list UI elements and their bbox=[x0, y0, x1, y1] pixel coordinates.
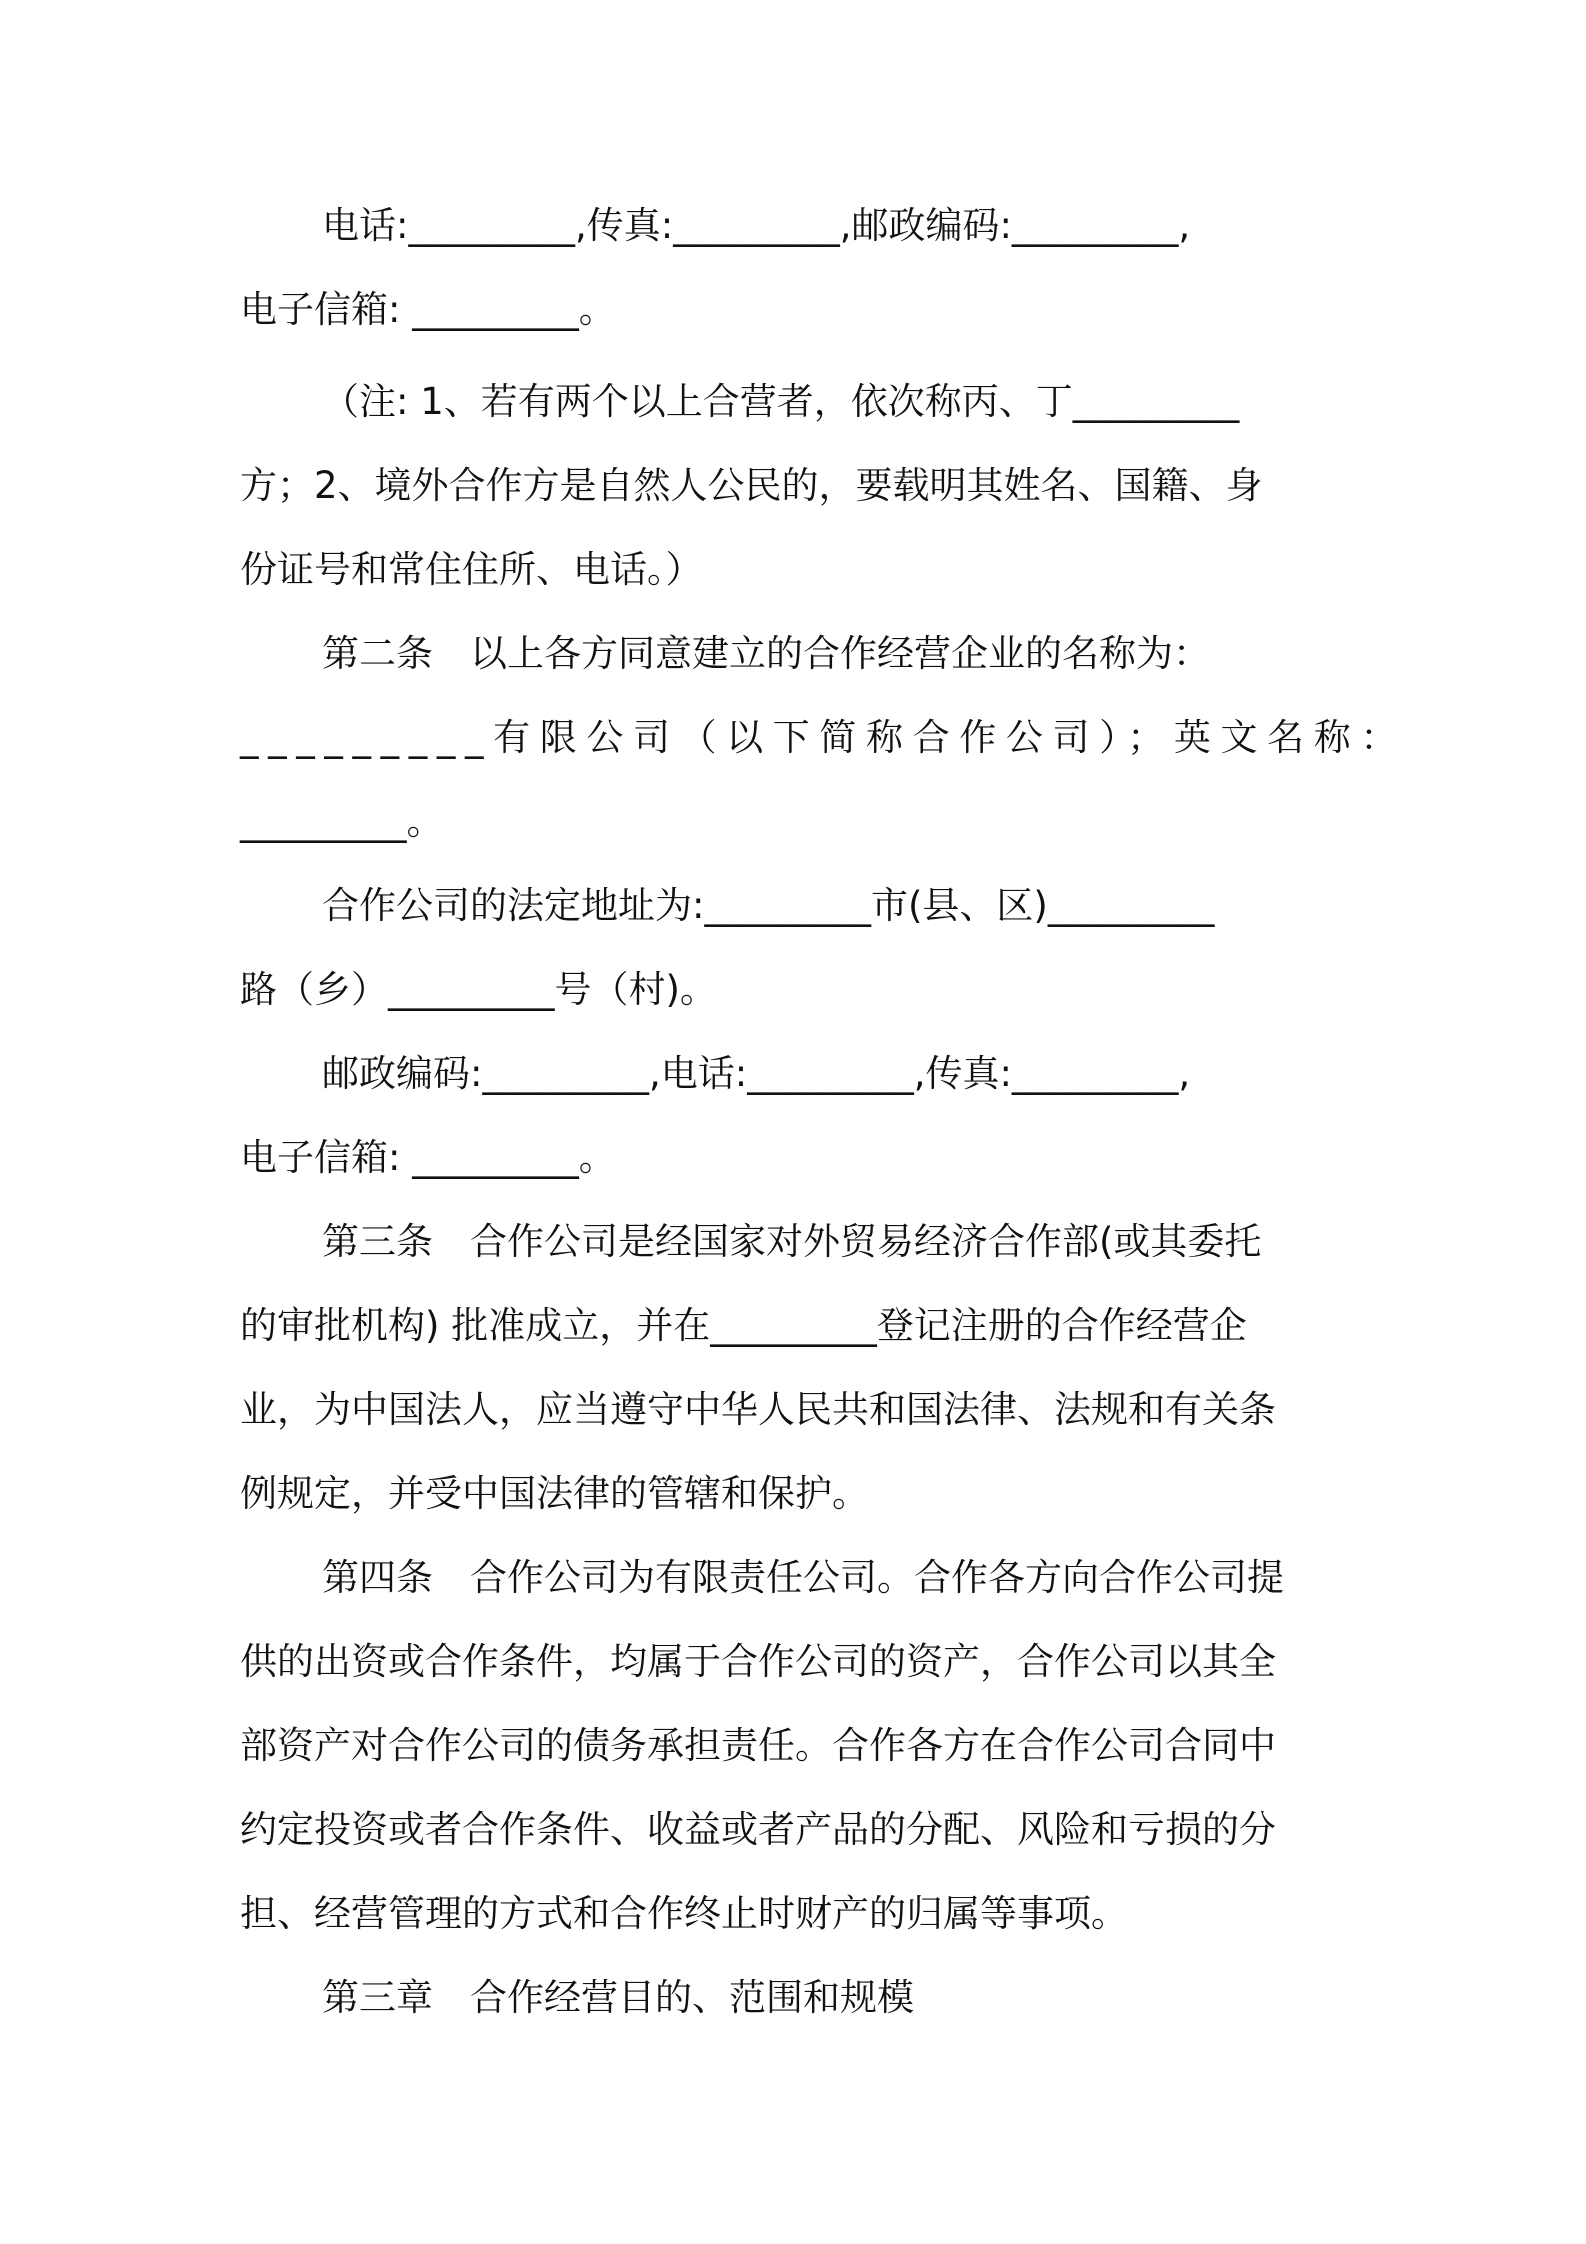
article-2-line-2: _________有限公司（以下简称合作公司）；英文名称： bbox=[240, 716, 1407, 759]
note-line-1: （注: 1、若有两个以上合营者，依次称丙、丁_________ bbox=[322, 380, 1240, 423]
article-2-line-3: _________。 bbox=[240, 800, 444, 843]
article-2-line-1: 第二条 以上各方同意建立的合作经营企业的名称为： bbox=[322, 632, 1210, 675]
address-line-2: 路（乡）_________号（村)。 bbox=[240, 968, 717, 1011]
chapter-3-heading: 第三章 合作经营目的、范围和规模 bbox=[322, 1976, 914, 2019]
article-4-line-1: 第四条 合作公司为有限责任公司。合作各方向合作公司提 bbox=[322, 1556, 1284, 1599]
article-3-line-3: 业，为中国法人，应当遵守中华人民共和国法律、法规和有关条 bbox=[240, 1388, 1276, 1431]
note-line-3: 份证号和常住住所、电话。） bbox=[240, 548, 703, 591]
article-4-line-2: 供的出资或合作条件，均属于合作公司的资产，合作公司以其全 bbox=[240, 1640, 1276, 1683]
note-line-2: 方；2、境外合作方是自然人公民的，要载明其姓名、国籍、身 bbox=[240, 464, 1263, 507]
contact-line-2: 邮政编码:_________,电话:_________,传真:_________, bbox=[322, 1052, 1191, 1095]
article-4-line-3: 部资产对合作公司的债务承担责任。合作各方在合作公司合同中 bbox=[240, 1724, 1276, 1767]
article-3-line-2: 的审批机构) 批准成立，并在_________登记注册的合作经营企 bbox=[240, 1304, 1247, 1347]
article-4-line-4: 约定投资或者合作条件、收益或者产品的分配、风险和亏损的分 bbox=[240, 1808, 1276, 1851]
address-line-1: 合作公司的法定地址为:_________市(县、区)_________ bbox=[322, 884, 1215, 927]
email-line-2: 电子信箱: _________。 bbox=[240, 1136, 616, 1179]
article-3-line-1: 第三条 合作公司是经国家对外贸易经济合作部(或其委托 bbox=[322, 1220, 1262, 1263]
email-line-1: 电子信箱: _________。 bbox=[240, 288, 616, 331]
article-3-line-4: 例规定，并受中国法律的管辖和保护。 bbox=[240, 1472, 869, 1515]
contact-line-1: 电话:_________,传真:_________,邮政编码:_________, bbox=[322, 204, 1191, 247]
article-4-line-5: 担、经营管理的方式和合作终止时财产的归属等事项。 bbox=[240, 1892, 1128, 1935]
